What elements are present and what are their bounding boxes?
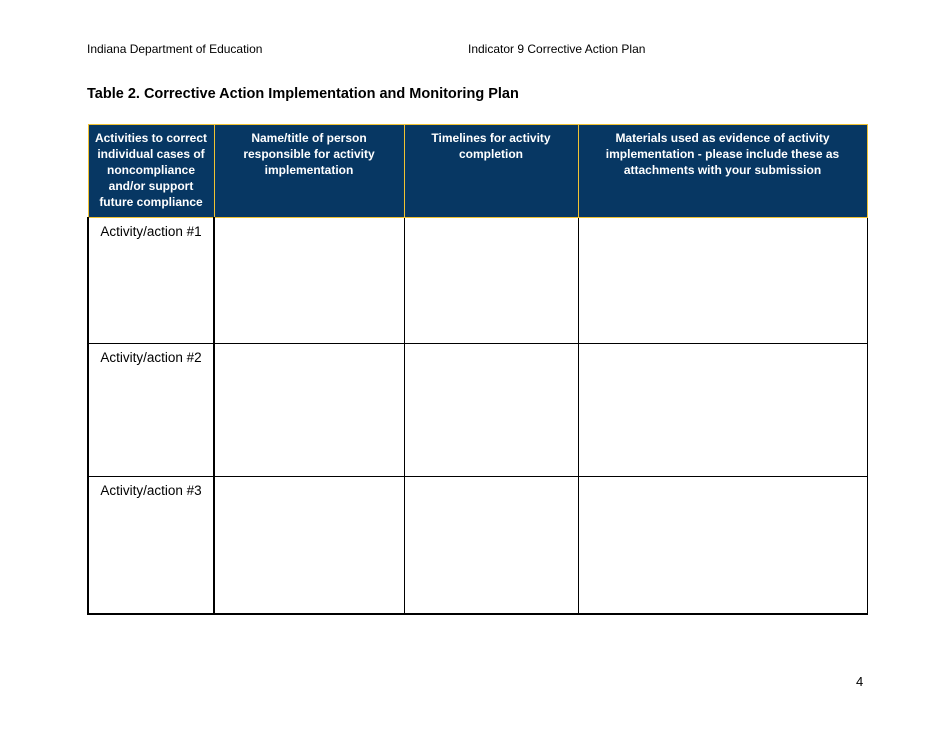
evidence-materials-cell[interactable]: [578, 344, 867, 477]
table-row: [88, 344, 867, 477]
table-header-row: [88, 125, 867, 218]
responsible-person-cell[interactable]: [214, 344, 404, 477]
evidence-materials-cell[interactable]: [578, 477, 867, 615]
corrective-action-table: [87, 124, 868, 615]
activity-cell: Activity/action #3: [88, 477, 214, 615]
responsible-person-cell[interactable]: [214, 477, 404, 615]
responsible-person-cell[interactable]: [214, 218, 404, 344]
timeline-cell[interactable]: [404, 218, 578, 344]
evidence-materials-cell[interactable]: [578, 218, 867, 344]
timeline-cell[interactable]: [404, 344, 578, 477]
column-header-timelines: Timelines for activity completion: [404, 125, 578, 218]
column-header-activities: Activities to correct individual cases of noncompliance and/or support future compliance: [88, 125, 214, 218]
document-header-organization: Indiana Department of Education: [87, 42, 263, 56]
table-row: [88, 477, 867, 615]
column-header-evidence-materials: Materials used as evidence of activity implementation - please include these as attachments with your submission: [578, 125, 867, 218]
timeline-cell[interactable]: [404, 477, 578, 615]
document-header-title: Indicator 9 Corrective Action Plan: [468, 42, 646, 56]
page-number: 4: [856, 674, 864, 689]
table-title: Table 2. Corrective Action Implementation and Monitoring Plan: [87, 86, 519, 102]
activity-cell: Activity/action #1: [88, 218, 214, 344]
column-header-responsible-person: Name/title of person responsible for activity implementation: [214, 125, 404, 218]
table-row: [88, 218, 867, 344]
activity-cell: Activity/action #2: [88, 344, 214, 477]
